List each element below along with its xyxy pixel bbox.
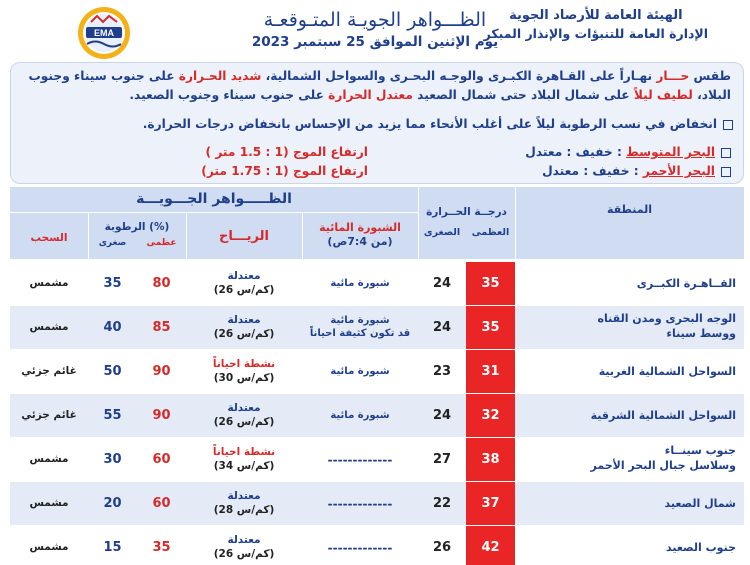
humidity-min-cell: 40 — [103, 320, 122, 335]
weather-summary: طقس حـــار نهـاراً على القـاهرة الكبـرى والوجـه البحـرى والسواحل الشمالية، شديد الحـرارة على جنوب سيناء وجنوب البلاد، لطيف ليلاً على شمال البلاد حتى شمال الصعيد معتدل الحرارة على جنوب سيناء وجنوب الصعيد. — [28, 69, 731, 102]
wind-speed: (30 كم/س) — [213, 372, 275, 384]
phenomena-group-header: الظـــــواهر الجـــويـــة — [136, 191, 292, 207]
cloud-cell: مشمس — [29, 453, 69, 465]
fog-cell — [302, 453, 418, 467]
temp-max-cell: 31 — [466, 350, 515, 393]
wind-speed: (26 كم/س) — [213, 548, 275, 560]
fog-cell — [302, 409, 418, 422]
wind-speed: (28 كم/س) — [213, 504, 275, 516]
wind-cell — [186, 489, 302, 517]
fog-cell — [302, 277, 418, 290]
col-hum-max: عظمى — [146, 238, 177, 248]
temp-min-cell: 24 — [432, 408, 452, 423]
temp-max-cell: 38 — [466, 438, 515, 481]
table-row — [10, 482, 744, 525]
col-clouds: السحب — [30, 232, 68, 244]
org-line-1: الهيئة العامة للأرصاد الجوية — [509, 8, 683, 23]
bullet-checkbox-icon — [723, 120, 733, 130]
region-line: الوجه البحرى ومدن القناه — [597, 312, 736, 325]
wind-cell — [186, 357, 302, 385]
region-line: شمال الصعيد — [664, 497, 736, 510]
wind-cell — [186, 269, 302, 297]
table-row — [10, 438, 744, 481]
cloud-cell: مشمس — [29, 497, 69, 509]
fog-line: قد تكون كثيفة احياناً — [309, 328, 411, 339]
page-title: الظـــواهر الجويـة المتـوقعـة — [263, 9, 487, 31]
wind-speed: (34 كم/س) — [213, 460, 275, 472]
col-hum-min: صغرى — [98, 238, 127, 248]
humidity-min-cell: 35 — [103, 276, 122, 291]
forecast-table — [10, 187, 744, 561]
row-region — [526, 496, 736, 511]
page-title-block — [235, 8, 515, 52]
wind-speed: (26 كم/س) — [213, 328, 275, 340]
svg-text:EMA: EMA — [94, 28, 114, 38]
cloud-cell: مشمس — [29, 277, 69, 289]
temp-min-cell: 24 — [432, 320, 452, 335]
col-region: المنطقة — [606, 203, 653, 216]
fog-line: شبورة مائية — [330, 366, 390, 377]
row-region — [526, 540, 736, 555]
humidity-max-cell: 85 — [152, 320, 171, 335]
wind-state: معتدلة — [227, 490, 261, 502]
fog-line: شبورة مائية — [330, 278, 390, 289]
row-region — [526, 276, 736, 291]
humidity-max-cell: 90 — [152, 408, 171, 423]
humidity-min-cell: 15 — [103, 540, 122, 555]
humidity-max-cell: 60 — [152, 452, 171, 467]
humidity-min-cell: 30 — [103, 452, 122, 467]
fog-line: ------------- — [327, 541, 393, 555]
col-fog: الشبورة المائية (من 7:4ص) — [319, 221, 401, 248]
row-region — [526, 364, 736, 379]
summary-box — [10, 62, 744, 184]
temp-max-cell: 42 — [466, 526, 515, 565]
col-humidity: الرطوبة (%) — [104, 221, 170, 233]
temp-max-cell: 35 — [466, 262, 515, 305]
fog-cell — [302, 541, 418, 555]
org-name — [484, 7, 708, 43]
table-row — [10, 526, 744, 565]
bullet-checkbox-icon — [721, 167, 731, 177]
wind-speed: (26 كم/س) — [213, 284, 275, 296]
row-region — [526, 311, 736, 341]
temp-min-cell: 27 — [432, 452, 452, 467]
temp-max-cell: 32 — [466, 394, 515, 437]
cloud-cell: غائم جزئي — [21, 365, 77, 377]
date-line: يوم الإثنين الموافق 25 سبتمبر 2023 — [251, 34, 499, 50]
bullet-checkbox-icon — [721, 148, 731, 158]
fog-line: شبورة مائية — [330, 410, 390, 421]
fog-cell — [302, 497, 418, 511]
region-line: جنوب الصعيد — [666, 541, 736, 554]
humidity-max-cell: 80 — [152, 276, 171, 291]
fog-line: ------------- — [327, 453, 393, 467]
region-line: السواحل الشمالية الشرقية — [590, 409, 736, 422]
fog-line: شبورة مائية — [330, 315, 390, 326]
wind-cell — [186, 445, 302, 473]
humidity-max-cell: 35 — [152, 540, 171, 555]
cloud-cell: غائم جزئي — [21, 409, 77, 421]
ema-logo — [77, 6, 131, 60]
col-temperature: درجــة الحــرارة — [426, 206, 507, 218]
fog-cell — [302, 314, 418, 340]
wind-state: نشطة احياناً — [212, 446, 276, 458]
sea-red-status: البحر الأحمر : خفيف : معتدل — [542, 164, 731, 178]
sea-med-status: البحر المتوسط : خفيف : معتدل — [525, 145, 731, 159]
wind-state: معتدلة — [227, 270, 261, 282]
cloud-cell: مشمس — [29, 321, 69, 333]
region-line: السواحل الشمالية الغربية — [598, 365, 736, 378]
fog-line: ------------- — [327, 497, 393, 511]
wind-cell — [186, 401, 302, 429]
col-wind: الريـــاح — [219, 229, 269, 244]
region-line: ووسط سيناء — [666, 327, 736, 340]
humidity-max-cell: 60 — [152, 496, 171, 511]
row-region — [526, 443, 736, 473]
table-row — [10, 262, 744, 305]
table-row — [10, 350, 744, 393]
temp-min-cell: 23 — [432, 364, 452, 379]
humidity-max-cell: 90 — [152, 364, 171, 379]
temp-min-cell: 22 — [432, 496, 452, 511]
wind-cell — [186, 533, 302, 561]
humidity-note: انخفاض في نسب الرطوبة ليلاً على أغلب الأنحاء مما يزيد من الإحساس بانخفاض درجات الحرارة. — [143, 117, 733, 131]
cloud-cell: مشمس — [29, 541, 69, 553]
col-temp-max: العظمى — [471, 227, 510, 238]
row-region — [526, 408, 736, 423]
col-temp-min: الصغرى — [423, 227, 461, 238]
sea-red-wave: ارتفاع الموج (1 : 1.75 متر) — [201, 164, 368, 178]
sea-med-wave: ارتفاع الموج (1 : 1.5 متر ) — [205, 145, 368, 159]
wind-state: معتدلة — [227, 402, 261, 414]
wind-state: معتدلة — [227, 534, 261, 546]
region-line: القــاهـرة الكبــرى — [636, 277, 736, 290]
wind-state: نشطة احياناً — [212, 358, 276, 370]
header — [0, 0, 750, 64]
fog-cell — [302, 365, 418, 378]
wind-cell — [186, 313, 302, 341]
wind-state: معتدلة — [227, 314, 261, 326]
wind-speed: (26 كم/س) — [213, 416, 275, 428]
region-line: وسلاسل جبال البحر الأحمر — [590, 459, 736, 472]
temp-min-cell: 24 — [432, 276, 452, 291]
temp-min-cell: 26 — [432, 540, 452, 555]
humidity-min-cell: 20 — [103, 496, 122, 511]
temp-max-cell: 37 — [466, 482, 515, 525]
humidity-min-cell: 50 — [103, 364, 122, 379]
temp-max-cell: 35 — [466, 306, 515, 349]
org-line-2: الإدارة العامة للتنبؤات والإنذار المبكر — [483, 26, 708, 41]
table-row — [10, 306, 744, 349]
humidity-min-cell: 55 — [103, 408, 122, 423]
table-row — [10, 394, 744, 437]
region-line: جنوب سينــاء — [664, 444, 736, 457]
